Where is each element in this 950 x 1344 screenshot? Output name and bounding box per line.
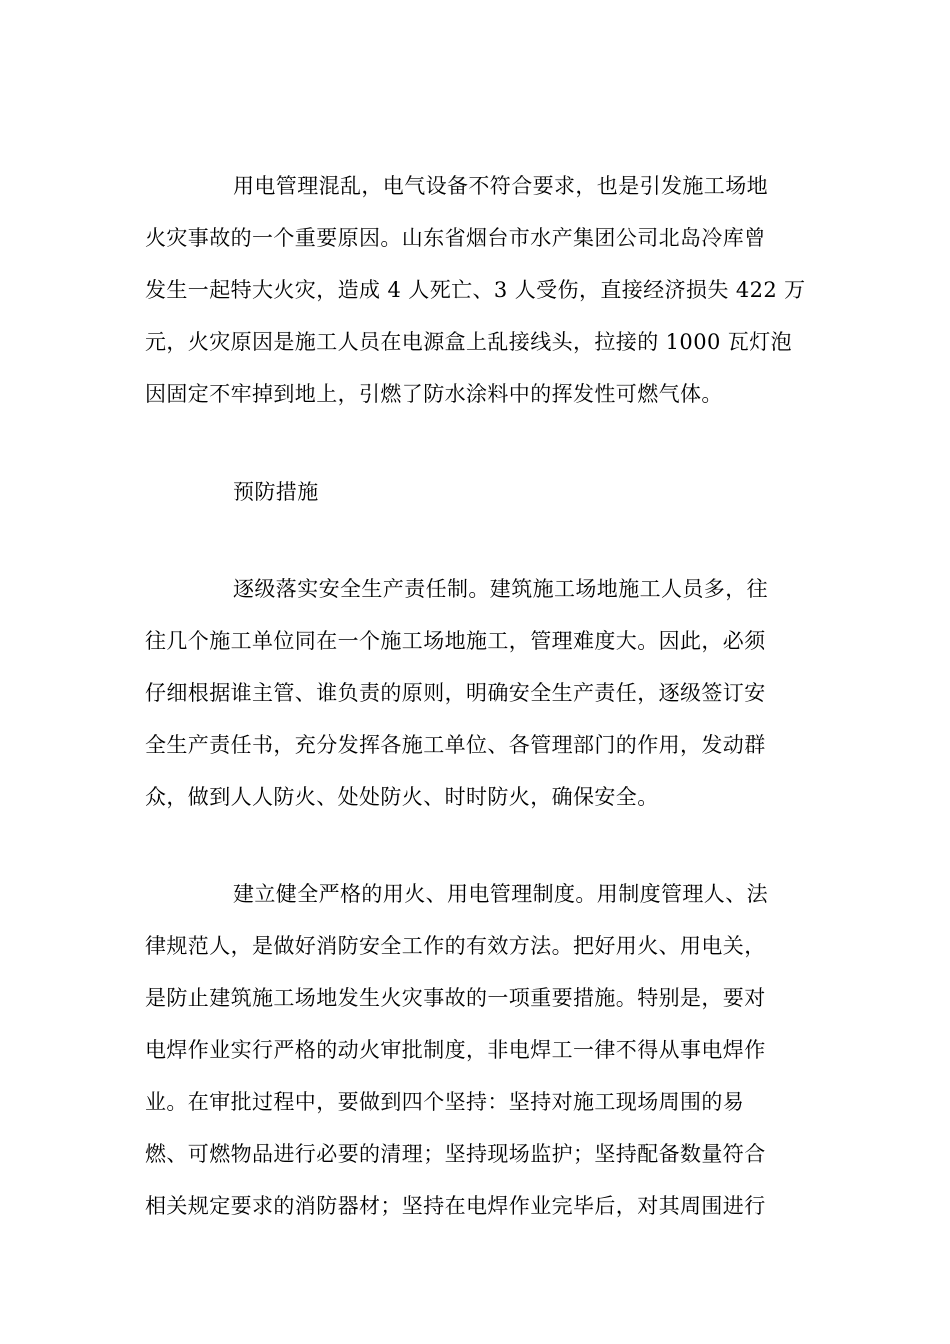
paragraph-line: 用电管理混乱，电气设备不符合要求，也是引发施工场地 [233, 174, 768, 198]
paragraph-line: 发生一起特大火灾，造成 4 人死亡、3 人受伤，直接经济损失 422 万 [145, 278, 806, 302]
paragraph-line: 逐级落实安全生产责任制。建筑施工场地施工人员多，往 [233, 577, 768, 601]
paragraph-line: 燃、可燃物品进行必要的清理；坚持现场监护；坚持配备数量符合 [145, 1142, 766, 1166]
paragraph-line: 火灾事故的一个重要原因。山东省烟台市水产集团公司北岛冷库曾 [145, 226, 766, 250]
section-heading: 预防措施 [233, 480, 319, 504]
paragraph-fire-electric-rules [145, 868, 800, 1232]
paragraph-line: 业。在审批过程中，要做到四个坚持：坚持对施工现场周围的易 [145, 1090, 745, 1114]
paragraph-line: 相关规定要求的消防器材；坚持在电焊作业完毕后，对其周围进行 [145, 1194, 766, 1218]
paragraph-electrical-management [145, 160, 806, 420]
paragraph-line: 元，火灾原因是施工人员在电源盒上乱接线头，拉接的 1000 瓦灯泡 [145, 330, 792, 354]
section-heading-prevention [145, 466, 800, 518]
paragraph-line: 律规范人，是做好消防安全工作的有效方法。把好用火、用电关， [145, 934, 766, 958]
paragraph-line: 全生产责任书，充分发挥各施工单位、各管理部门的作用，发动群 [145, 733, 766, 757]
paragraph-line: 因固定不牢掉到地上，引燃了防水涂料中的挥发性可燃气体。 [145, 382, 723, 406]
paragraph-line: 建立健全严格的用火、用电管理制度。用制度管理人、法 [233, 882, 768, 906]
paragraph-line: 是防止建筑施工场地发生火灾事故的一项重要措施。特别是，要对 [145, 986, 766, 1010]
paragraph-responsibility-system [145, 563, 800, 823]
paragraph-line: 电焊作业实行严格的动火审批制度，非电焊工一律不得从事电焊作 [145, 1038, 766, 1062]
paragraph-line: 仔细根据谁主管、谁负责的原则，明确安全生产责任，逐级签订安 [145, 681, 766, 705]
paragraph-line: 往几个施工单位同在一个施工场地施工，管理难度大。因此，必须 [145, 629, 766, 653]
paragraph-line: 众，做到人人防火、处处防火、时时防火，确保安全。 [145, 785, 659, 809]
